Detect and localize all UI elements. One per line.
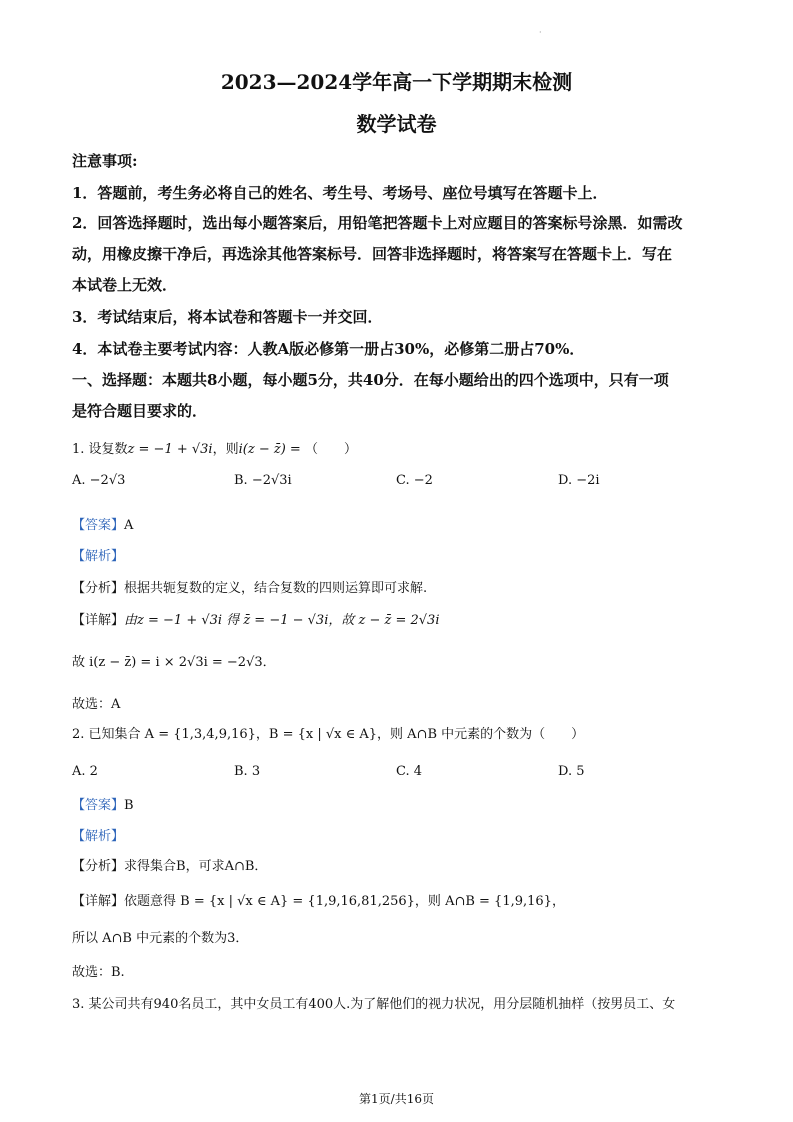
q1-detail	[72, 609, 440, 628]
q2-answer	[72, 794, 134, 813]
fenxi-text: 求得集合B，可求A∩B．	[124, 859, 268, 874]
note-line: 4．本试卷主要考试内容：人教A版必修第一册占30%，必修第二册占70%．	[72, 340, 585, 358]
q1-option-d: D. −2i	[558, 473, 600, 488]
q2-option-a: A. 2	[72, 764, 98, 779]
page-subtitle: 数学试卷	[356, 112, 437, 136]
question-1-stem	[72, 438, 357, 457]
q1-stem-math: z = −1 + √3i	[127, 442, 213, 457]
corner-mark: ·	[539, 28, 542, 37]
q1-fenxi	[72, 577, 427, 596]
page-title: 2023—2024学年高一下学期期末检测	[220, 70, 573, 94]
q2-fenxi	[72, 855, 267, 874]
q1-detail-2: 故 i(z − z̄) = i × 2√3i = −2√3．	[72, 655, 276, 670]
detail-tag: 【详解】	[72, 613, 125, 628]
fenxi-text: 根据共轭复数的定义，结合复数的四则运算即可求解.	[124, 581, 428, 596]
q2-choose: 故选：B.	[72, 965, 125, 980]
notes-header: 注意事项:	[72, 152, 138, 170]
note-line: 本试卷上无效．	[72, 276, 178, 294]
detail-text: 依题意得 B = {x | √x ∈ A} = {1,9,16,81,256}，则 A∩B = {1,9,16}，	[124, 894, 565, 909]
fenxi-tag: 【分析】	[72, 859, 125, 874]
q2-option-c: C. 4	[396, 764, 423, 779]
note-line: 2．回答选择题时，选出每小题答案后，用铅笔把答题卡上对应题目的答案标号涂黑．如需改	[72, 214, 683, 232]
answer-value: B	[124, 798, 134, 813]
section-heading: 一、选择题：本题共8小题，每小题5分，共40分．在每小题给出的四个选项中，只有一项	[72, 371, 669, 389]
section-heading: 是符合题目要求的．	[72, 402, 208, 420]
note-line: 3．考试结束后，将本试卷和答题卡一并交回．	[72, 308, 383, 326]
q1-choose: 故选：A	[72, 697, 121, 712]
q1-option-b: B. −2√3i	[234, 473, 292, 488]
answer-tag: 【答案】	[72, 798, 125, 813]
q1-stem-text: ，则	[212, 442, 239, 457]
q2-detail-2: 所以 A∩B 中元素的个数为3．	[72, 931, 249, 946]
page-footer: 第1页/共16页	[359, 1092, 434, 1106]
q1-stem-text: 1. 设复数	[72, 442, 128, 457]
question-3-stem: 3. 某公司共有940名员工，其中女员工有400人.为了解他们的视力状况，用分层随机抽样（按男员工、女	[72, 997, 676, 1012]
q1-stem-math: i(z − z̄) =	[238, 442, 301, 457]
q1-option-a: A. −2√3	[72, 473, 126, 488]
detail-text: 由z = −1 + √3i 得 z̄ = −1 − √3i，故 z − z̄ = 2√3i	[124, 613, 440, 628]
q2-analysis-tag: 【解析】	[72, 829, 125, 844]
q1-option-c: C. −2	[396, 473, 433, 488]
q1-stem-paren: （ ）	[304, 442, 357, 457]
note-line: 动，用橡皮擦干净后，再选涂其他答案标号．回答非选择题时，将答案写在答题卡上．写在	[72, 245, 673, 263]
answer-tag: 【答案】	[72, 518, 125, 533]
q2-detail	[72, 890, 565, 909]
note-line: 1．答题前，考生务必将自己的姓名、考生号、考场号、座位号填写在答题卡上．	[72, 184, 608, 202]
question-2-stem: 2. 已知集合 A = {1,3,4,9,16}，B = {x | √x ∈ A}，则 A∩B 中元素的个数为（ ）	[72, 727, 585, 742]
q1-analysis-tag: 【解析】	[72, 549, 125, 564]
q1-answer	[72, 514, 133, 533]
detail-tag: 【详解】	[72, 894, 125, 909]
answer-value: A	[124, 518, 134, 533]
q2-option-d: D. 5	[558, 764, 585, 779]
fenxi-tag: 【分析】	[72, 581, 125, 596]
q2-option-b: B. 3	[234, 764, 261, 779]
